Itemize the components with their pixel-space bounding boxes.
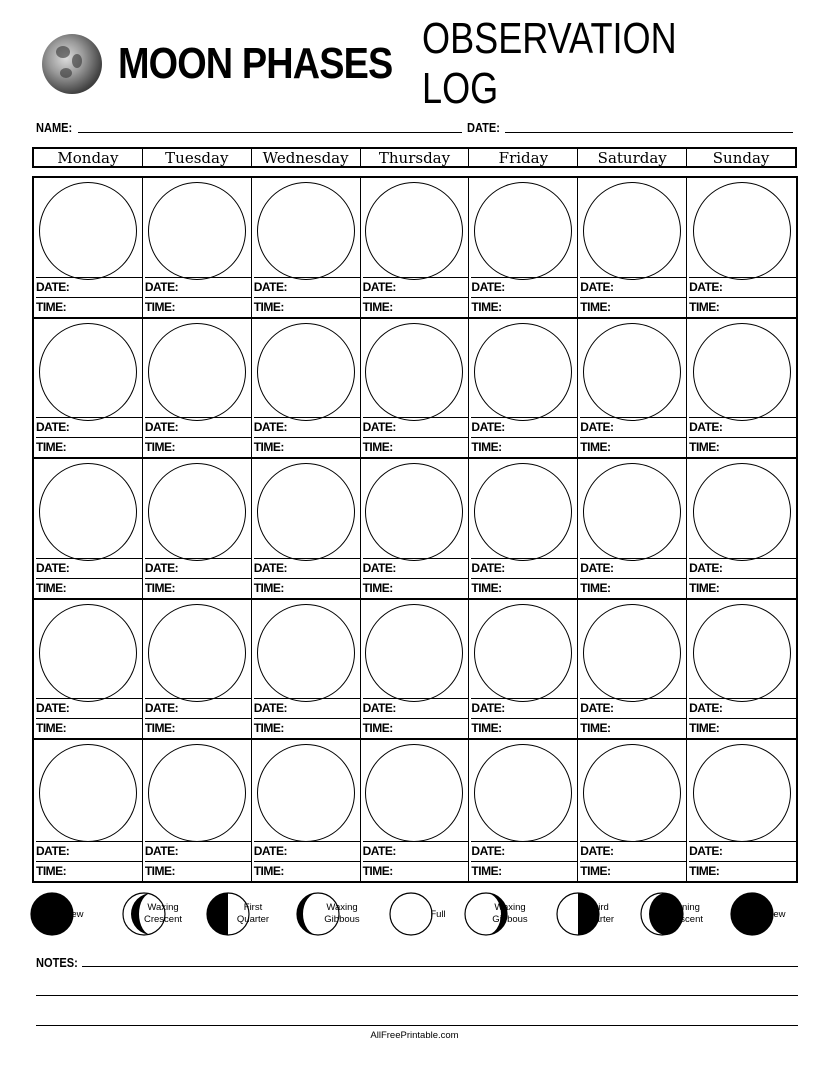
moon-drawing-circle[interactable] xyxy=(148,744,246,842)
date-entry[interactable]: DATE: xyxy=(36,698,142,718)
moon-drawing-circle[interactable] xyxy=(583,182,681,280)
date-entry[interactable]: DATE: xyxy=(363,277,469,297)
time-entry[interactable]: TIME: xyxy=(254,718,360,738)
day-cell xyxy=(361,600,470,741)
moon-drawing-circle[interactable] xyxy=(474,744,572,842)
time-entry[interactable]: TIME: xyxy=(36,297,142,317)
time-entry[interactable]: TIME: xyxy=(689,578,796,598)
moon-drawing-circle[interactable] xyxy=(693,463,791,561)
phase-label: First Quarter xyxy=(236,902,270,925)
day-cell xyxy=(687,459,796,600)
time-entry[interactable]: TIME: xyxy=(580,297,686,317)
day-header: Tuesday xyxy=(143,149,252,166)
date-entry[interactable]: DATE: xyxy=(580,417,686,437)
time-entry[interactable]: TIME: xyxy=(471,437,577,457)
day-cell xyxy=(252,319,361,460)
name-field[interactable] xyxy=(78,132,462,133)
day-cell xyxy=(361,319,470,460)
moon-drawing-circle[interactable] xyxy=(693,744,791,842)
date-entry[interactable]: DATE: xyxy=(689,698,796,718)
moon-drawing-circle[interactable] xyxy=(148,604,246,702)
time-entry[interactable]: TIME: xyxy=(36,718,142,738)
date-entry[interactable]: DATE: xyxy=(254,277,360,297)
day-cell xyxy=(578,459,687,600)
time-entry[interactable]: TIME: xyxy=(36,578,142,598)
day-header: Sunday xyxy=(712,149,770,167)
notes-line[interactable] xyxy=(36,1025,798,1026)
day-cell xyxy=(578,740,687,881)
moon-drawing-circle[interactable] xyxy=(148,323,246,421)
moon-drawing-circle[interactable] xyxy=(39,182,137,280)
date-entry[interactable]: DATE: xyxy=(254,417,360,437)
time-entry[interactable]: TIME: xyxy=(145,437,251,457)
day-cell xyxy=(687,178,796,319)
day-cell xyxy=(143,459,252,600)
date-entry[interactable]: DATE: xyxy=(254,558,360,578)
moon-drawing-circle[interactable] xyxy=(583,744,681,842)
day-cell xyxy=(469,740,578,881)
moon-drawing-circle[interactable] xyxy=(257,604,355,702)
phase-label: Waxing Gibbous xyxy=(492,902,528,925)
time-entry[interactable]: TIME: xyxy=(254,861,360,881)
day-header: Thursday xyxy=(361,149,470,166)
moon-drawing-circle[interactable] xyxy=(365,463,463,561)
time-entry[interactable]: TIME: xyxy=(36,437,142,457)
day-cell xyxy=(34,178,143,319)
moon-logo-icon xyxy=(42,34,102,94)
day-cell xyxy=(34,459,143,600)
date-entry[interactable]: DATE: xyxy=(145,698,251,718)
moon-drawing-circle[interactable] xyxy=(693,604,791,702)
day-cell xyxy=(143,740,252,881)
date-entry[interactable]: DATE: xyxy=(471,417,577,437)
moon-drawing-circle[interactable] xyxy=(365,604,463,702)
day-cell xyxy=(687,319,796,460)
date-entry[interactable]: DATE: xyxy=(36,558,142,578)
notes-line[interactable] xyxy=(82,966,798,967)
time-entry[interactable]: TIME: xyxy=(689,861,796,881)
time-entry[interactable]: TIME: xyxy=(689,437,796,457)
title-bold: MOON PHASES xyxy=(118,39,393,88)
moon-drawing-circle[interactable] xyxy=(693,323,791,421)
day-cell xyxy=(687,600,796,741)
day-cell xyxy=(578,178,687,319)
time-entry[interactable]: TIME: xyxy=(471,578,577,598)
phase-label: Waning Crescent xyxy=(664,902,703,925)
day-cell xyxy=(143,600,252,741)
date-entry[interactable]: DATE: xyxy=(254,698,360,718)
date-entry[interactable]: DATE: xyxy=(145,558,251,578)
observation-grid xyxy=(32,176,798,883)
moon-drawing-circle[interactable] xyxy=(257,744,355,842)
notes-label: NOTES: xyxy=(36,955,78,970)
date-entry[interactable]: DATE: xyxy=(471,277,577,297)
moon-drawing-circle[interactable] xyxy=(257,463,355,561)
date-entry[interactable]: DATE: xyxy=(363,698,469,718)
time-entry[interactable]: TIME: xyxy=(689,718,796,738)
time-entry[interactable]: TIME: xyxy=(471,297,577,317)
date-entry[interactable]: DATE: xyxy=(363,558,469,578)
day-cell xyxy=(252,459,361,600)
day-cell xyxy=(34,319,143,460)
day-cell xyxy=(361,459,470,600)
date-entry[interactable]: DATE: xyxy=(363,417,469,437)
date-entry[interactable]: DATE: xyxy=(689,841,796,861)
date-field[interactable] xyxy=(505,132,793,133)
day-cell xyxy=(143,178,252,319)
moon-drawing-circle[interactable] xyxy=(474,463,572,561)
moon-drawing-circle[interactable] xyxy=(39,463,137,561)
day-header: Saturday xyxy=(578,149,687,166)
moon-drawing-circle[interactable] xyxy=(365,182,463,280)
phase-label: Waxing Gibbous xyxy=(324,902,360,925)
day-cell xyxy=(252,600,361,741)
time-entry[interactable]: TIME: xyxy=(363,718,469,738)
date-entry[interactable]: DATE: xyxy=(580,841,686,861)
date-entry[interactable]: DATE: xyxy=(580,558,686,578)
date-entry[interactable]: DATE: xyxy=(471,698,577,718)
time-entry[interactable]: TIME: xyxy=(145,861,251,881)
time-entry[interactable]: TIME: xyxy=(363,437,469,457)
date-entry[interactable]: DATE: xyxy=(36,277,142,297)
moon-drawing-circle[interactable] xyxy=(365,323,463,421)
footer: AllFreePrintable.com xyxy=(370,1030,459,1041)
moon-drawing-circle[interactable] xyxy=(583,604,681,702)
date-entry[interactable]: DATE: xyxy=(36,841,142,861)
time-entry[interactable]: TIME: xyxy=(145,718,251,738)
day-header: Friday xyxy=(469,149,578,166)
time-entry[interactable]: TIME: xyxy=(471,861,577,881)
notes-line[interactable] xyxy=(36,995,798,996)
time-entry[interactable]: TIME: xyxy=(471,718,577,738)
moon-drawing-circle[interactable] xyxy=(148,463,246,561)
moon-drawing-circle[interactable] xyxy=(39,604,137,702)
phase-label: Waxing Crescent xyxy=(143,902,182,925)
time-entry[interactable]: TIME: xyxy=(254,437,360,457)
date-entry[interactable]: DATE: xyxy=(471,841,577,861)
time-entry[interactable]: TIME: xyxy=(254,297,360,317)
time-entry[interactable]: TIME: xyxy=(363,297,469,317)
day-cell xyxy=(469,178,578,319)
date-entry[interactable]: DATE: xyxy=(689,417,796,437)
time-entry[interactable]: TIME: xyxy=(689,297,796,317)
moon-drawing-circle[interactable] xyxy=(474,323,572,421)
page-title xyxy=(42,14,677,113)
moon-drawing-circle[interactable] xyxy=(39,744,137,842)
day-header: Wednesday xyxy=(252,149,361,166)
time-entry[interactable]: TIME: xyxy=(145,297,251,317)
moon-drawing-circle[interactable] xyxy=(474,182,572,280)
day-cell xyxy=(687,740,796,881)
day-header: Monday xyxy=(34,149,143,166)
date-entry[interactable]: DATE: xyxy=(580,698,686,718)
moon-drawing-circle[interactable] xyxy=(474,604,572,702)
time-entry[interactable]: TIME: xyxy=(145,578,251,598)
day-cell xyxy=(469,319,578,460)
date-entry[interactable]: DATE: xyxy=(145,277,251,297)
name-label: NAME: xyxy=(36,120,73,135)
time-entry[interactable]: TIME: xyxy=(254,578,360,598)
time-entry[interactable]: TIME: xyxy=(580,861,686,881)
day-header-row xyxy=(32,147,797,168)
day-cell xyxy=(252,178,361,319)
day-cell xyxy=(578,600,687,741)
moon-drawing-circle[interactable] xyxy=(39,323,137,421)
day-cell xyxy=(143,319,252,460)
date-entry[interactable]: DATE: xyxy=(145,417,251,437)
phase-label: Third Quarter xyxy=(581,902,615,925)
date-entry[interactable]: DATE: xyxy=(471,558,577,578)
date-label: DATE: xyxy=(467,120,500,135)
moon-drawing-circle[interactable] xyxy=(365,744,463,842)
date-entry[interactable]: DATE: xyxy=(36,417,142,437)
date-entry[interactable]: DATE: xyxy=(689,277,796,297)
title-light: OBSERVATION LOG xyxy=(422,14,677,113)
phase-label: Full xyxy=(430,909,446,920)
date-entry[interactable]: DATE: xyxy=(145,841,251,861)
moon-drawing-circle[interactable] xyxy=(257,182,355,280)
day-cell xyxy=(34,740,143,881)
moon-drawing-circle[interactable] xyxy=(583,323,681,421)
moon-drawing-circle[interactable] xyxy=(693,182,791,280)
day-cell xyxy=(361,178,470,319)
time-entry[interactable]: TIME: xyxy=(580,437,686,457)
time-entry[interactable]: TIME: xyxy=(363,578,469,598)
date-entry[interactable]: DATE: xyxy=(254,841,360,861)
day-cell xyxy=(34,600,143,741)
phase-label: New xyxy=(64,909,84,920)
date-entry[interactable]: DATE: xyxy=(689,558,796,578)
time-entry[interactable]: TIME: xyxy=(580,578,686,598)
moon-drawing-circle[interactable] xyxy=(148,182,246,280)
phase-label: New xyxy=(766,909,786,920)
date-entry[interactable]: DATE: xyxy=(363,841,469,861)
day-cell xyxy=(469,459,578,600)
day-cell xyxy=(469,600,578,741)
time-entry[interactable]: TIME: xyxy=(580,718,686,738)
day-cell xyxy=(361,740,470,881)
day-cell xyxy=(252,740,361,881)
moon-drawing-circle[interactable] xyxy=(583,463,681,561)
day-cell xyxy=(578,319,687,460)
date-entry[interactable]: DATE: xyxy=(580,277,686,297)
time-entry[interactable]: TIME: xyxy=(36,861,142,881)
moon-drawing-circle[interactable] xyxy=(257,323,355,421)
phase-legend xyxy=(0,892,829,938)
time-entry[interactable]: TIME: xyxy=(363,861,469,881)
